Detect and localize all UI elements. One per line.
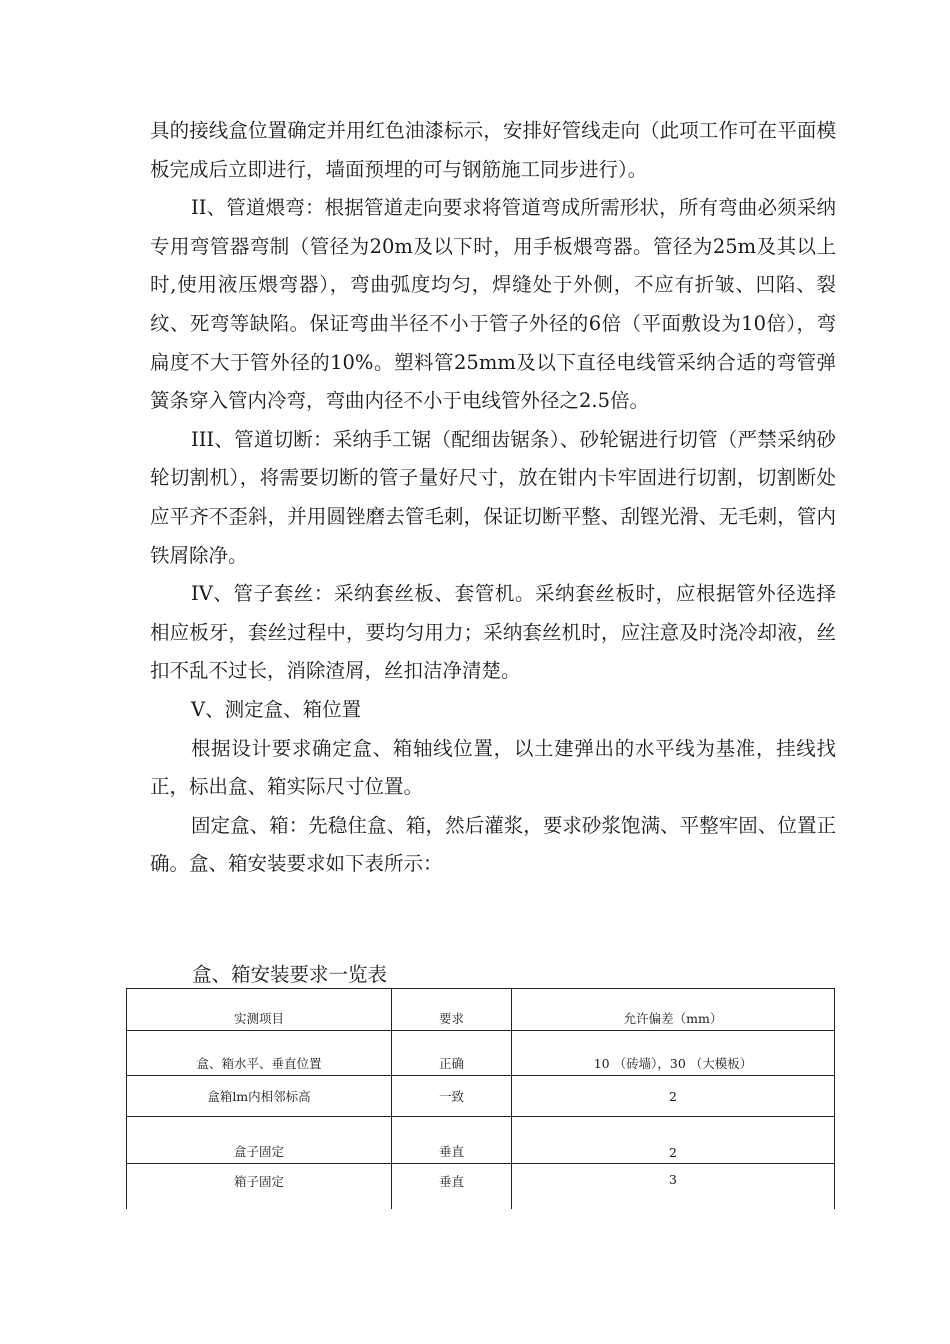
requirements-table bbox=[126, 988, 835, 1209]
table-row bbox=[127, 1031, 835, 1076]
table-header-cell: 允许偏差（mm） bbox=[512, 989, 835, 1031]
table-cell: 盒箱lm内相邻标高 bbox=[127, 1076, 392, 1117]
body-text bbox=[150, 112, 836, 884]
table-cell: 10 （砖墙），30 （大模板） bbox=[512, 1031, 835, 1076]
table-cell: 箱子固定 bbox=[127, 1164, 392, 1209]
paragraph-pipe-bending: II、管道煨弯：根据管道走向要求将管道弯成所需形状，所有弯曲必须采纳专用弯管器弯制（管径为20m及以下时，用手板煨弯器。管径为25m及其以上时,使用液压煨弯器），弯曲弧度均匀，焊缝处于外侧，不应有折皱、凹陷、裂纹、死弯等缺陷。保证弯曲半径不小于管子外径的6倍（平面敷设为10倍），弯扁度不大于管外径的10%。塑料管25mm及以下直径电线管采纳合适的弯管弹簧条穿入管内冷弯，弯曲内径不小于电线管外径之2.5倍。 bbox=[150, 196, 836, 413]
paragraph-pipe-threading: IV、管子套丝：采纳套丝板、套管机。采纳套丝板时，应根据管外径选择相应板牙，套丝过程中，要均匀用力；采纳套丝机时，应注意及时浇冷却液，丝扣不乱不过长，消除渣屑，丝扣洁净清楚。 bbox=[150, 582, 836, 683]
paragraph-pipe-cutting: III、管道切断：采纳手工锯（配细齿锯条）、砂轮锯进行切管（严禁采纳砂轮切割机），将需要切断的管子量好尺寸，放在钳内卡牢固进行切割，切割断处应平齐不歪斜，并用圆锉磨去管毛刺，保证切断平整、刮铿光滑、无毛刺，管内铁屑除净。 bbox=[150, 427, 836, 567]
table-cell: 一致 bbox=[392, 1076, 512, 1117]
table-title: 盒、箱安装要求一览表 bbox=[192, 963, 388, 986]
table-cell: 2 bbox=[512, 1076, 835, 1117]
paragraph-box-fixing: 固定盒、箱：先稳住盒、箱，然后灌浆，要求砂浆饱满、平整牢固、位置正确。盒、箱安装要求如下表所示： bbox=[150, 813, 836, 876]
table-cell: 垂直 bbox=[392, 1164, 512, 1209]
table-cell: 盒、箱水平、垂直位置 bbox=[127, 1031, 392, 1076]
paragraph-box-position: 根据设计要求确定盒、箱轴线位置，以土建弹出的水平线为基准，挂线找正，标出盒、箱实际尺寸位置。 bbox=[150, 736, 836, 799]
table-cell: 垂直 bbox=[392, 1117, 512, 1164]
table-header-cell: 要求 bbox=[392, 989, 512, 1031]
table-row bbox=[127, 1076, 835, 1117]
table-header-row bbox=[127, 989, 835, 1031]
table-cell: 2 bbox=[512, 1117, 835, 1164]
table-row bbox=[127, 1164, 835, 1209]
paragraph-box-position-heading: V、测定盒、箱位置 bbox=[191, 697, 362, 721]
table-cell: 盒子固定 bbox=[127, 1117, 392, 1164]
paragraph-1: 具的接线盒位置确定并用红色油漆标示，安排好管线走向（此项工作可在平面模板完成后立即进行，墙面预埋的可与钢筋施工同步进行）。 bbox=[150, 119, 836, 181]
table-header-cell: 实测项目 bbox=[127, 989, 392, 1031]
table-cell: 3 bbox=[512, 1164, 835, 1209]
table-row bbox=[127, 1117, 835, 1164]
table-cell: 正确 bbox=[392, 1031, 512, 1076]
